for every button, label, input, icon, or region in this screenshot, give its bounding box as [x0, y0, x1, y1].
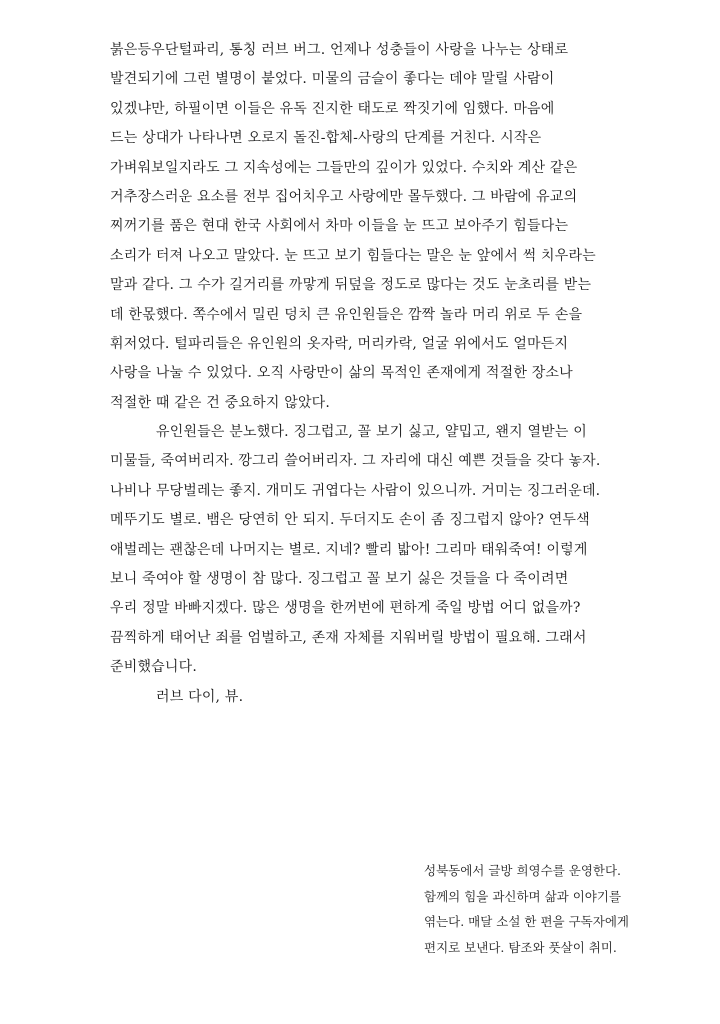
- closing-line: 러브 다이, 뷰.: [156, 688, 244, 705]
- story-text: [110, 36, 680, 712]
- text-line: 발견되기에 그런 별명이 붙었다. 미물의 금슬이 좋다는 데야 말릴 사람이: [110, 71, 555, 88]
- text-line: 우리 정말 바빠지겠다. 많은 생명을 한꺼번에 편하게 죽일 방법 어디 없을까?: [110, 600, 581, 617]
- text-line: 끔찍하게 태어난 죄를 엄벌하고, 존재 자체를 지워버릴 방법이 필요해. 그래서: [110, 629, 587, 646]
- text-line: 미물들, 죽여버리자. 깡그리 쓸어버리자. 그 자리에 대신 예쁜 것들을 갖다 놓자.: [110, 453, 601, 470]
- text-line: 보니 죽여야 할 생명이 참 많다. 징그럽고 꼴 보기 싫은 것들을 다 죽이려면: [110, 571, 569, 588]
- text-line: 데 한몫했다. 쪽수에서 밀린 덩치 큰 유인원들은 깜짝 놀라 머리 위로 두 손을: [110, 306, 583, 323]
- text-line: 메뚜기도 별로. 뱀은 당연히 안 되지. 두더지도 손이 좀 징그럽지 않아? 연두색: [110, 512, 590, 529]
- text-line: 가벼워보일지라도 그 지속성에는 그들만의 깊이가 있었다. 수치와 계산 같은: [110, 159, 578, 176]
- text-line: 애벌레는 괜찮은데 나머지는 별로. 지네? 빨리 밟아! 그리마 태워죽여! 이렇게: [110, 541, 588, 558]
- author-bio-line: 성북동에서 글방 희영수를 운영한다.: [424, 863, 622, 878]
- text-line: 거추장스러운 요소를 전부 집어치우고 사랑에만 몰두했다. 그 바람에 유교의: [110, 188, 578, 205]
- text-line: 드는 상대가 나타나면 오로지 돌진-합체-사랑의 단계를 거친다. 시작은: [110, 130, 542, 147]
- paragraph-start-line: 유인원들은 분노했다. 징그럽고, 꼴 보기 싫고, 얄밉고, 왠지 열받는 이: [156, 424, 587, 441]
- text-line: 찌꺼기를 품은 현대 한국 사회에서 차마 이들을 눈 뜨고 보아주기 힘들다는: [110, 218, 569, 235]
- text-line: 말과 같다. 그 수가 길거리를 까맣게 뒤덮을 정도로 많다는 것도 눈초리를 받는: [110, 277, 592, 294]
- text-line: 휘저었다. 털파리들은 유인원의 옷자락, 머리카락, 얼굴 위에서도 얼마든지: [110, 335, 569, 352]
- author-bio: [424, 858, 704, 960]
- text-line: 붉은등우단털파리, 통칭 러브 버그. 언제나 성충들이 사랑을 나누는 상태로: [110, 42, 569, 58]
- text-line: 있겠냐만, 하필이면 이들은 유독 진지한 태도로 짝짓기에 임했다. 마음에: [110, 100, 555, 117]
- text-line: 사랑을 나눌 수 있었다. 오직 사랑만이 삶의 목적인 존재에게 적절한 장소나: [110, 365, 573, 382]
- author-bio-line: 편지로 보낸다. 탐조와 풋살이 취미.: [424, 939, 617, 955]
- author-bio-line: 엮는다. 매달 소설 한 편을 구독자에게: [424, 914, 629, 930]
- text-line: 소리가 터져 나오고 말았다. 눈 뜨고 보기 힘들다는 말은 눈 앞에서 썩 치우라는: [110, 247, 596, 264]
- author-bio-line: 함께의 힘을 과신하며 삶과 이야기를: [424, 888, 622, 904]
- text-line: 준비했습니다.: [110, 659, 197, 676]
- text-line: 적절한 때 같은 건 중요하지 않았다.: [110, 394, 331, 411]
- text-line: 나비나 무당벌레는 좋지. 개미도 귀엽다는 사람이 있으니까. 거미는 징그러운데.: [110, 482, 601, 499]
